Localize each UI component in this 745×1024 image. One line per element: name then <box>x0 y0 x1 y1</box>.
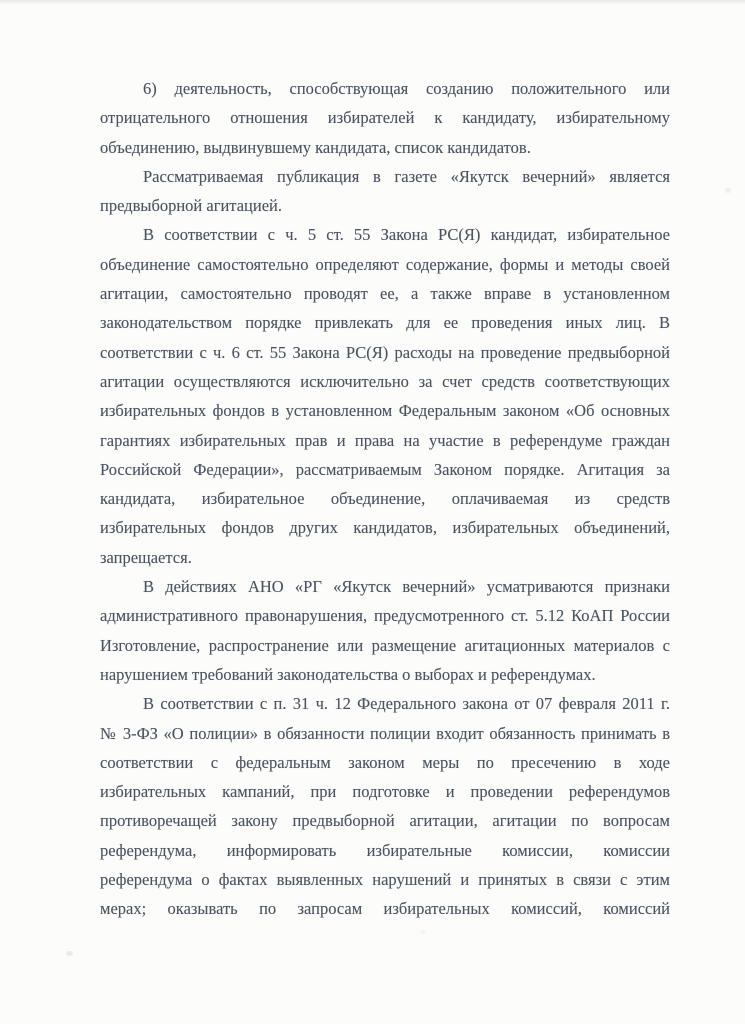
paragraph <box>100 162 670 221</box>
text-line: Рассматриваемая публикация в газете «Якутск вечерний» является <box>143 166 670 186</box>
text-line: Изготовление, распространение или размещение агитационных материалов с <box>100 635 670 655</box>
text-line: В соответствии с п. 31 ч. 12 Федерального закона от 07 февраля 2011 г. <box>143 694 670 714</box>
text-line: В действиях АНО «РГ «Якутск вечерний» усматриваются признаки <box>143 577 670 597</box>
text-line: предвыборной агитацией. <box>100 196 282 216</box>
scan-speck <box>420 930 426 934</box>
text-line: объединение самостоятельно определяют содержание, формы и методы своей <box>100 254 670 274</box>
text-line: агитации осуществляются исключительно за счет средств соответствующих <box>100 371 670 391</box>
text-line: нарушением требований законодательства о выборах и референдумах. <box>100 664 596 684</box>
text-line: № 3-ФЗ «О полиции» в обязанности полиции входит обязанность принимать в <box>100 723 670 743</box>
text-line: мерах; оказывать по запросам избирательных комиссий, комиссий <box>100 899 670 919</box>
text-line: кандидата, избирательное объединение, оплачиваемая из средств <box>100 489 670 509</box>
text-line: избирательных фондов других кандидатов, избирательных объединений, <box>100 518 670 538</box>
paragraph <box>100 689 670 923</box>
paragraph <box>100 220 670 572</box>
text-line: отрицательного отношения избирателей к кандидату, избирательному <box>100 108 670 128</box>
scan-speck <box>66 951 73 956</box>
text-line: 6) деятельность, способствующая созданию положительного или <box>143 79 670 98</box>
text-line: объединению, выдвинувшему кандидата, список кандидатов. <box>100 137 531 157</box>
text-line: референдума, информировать избирательные комиссии, комиссии <box>100 840 670 860</box>
paragraph <box>100 572 670 689</box>
text-line: Российской Федерации», рассматриваемым Законом порядке. Агитация за <box>100 459 670 479</box>
text-line: противоречащей закону предвыборной агитации, агитации по вопросам <box>100 811 670 831</box>
text-line: соответствии с ч. 6 ст. 55 Закона РС(Я) расходы на проведение предвыборной <box>100 342 670 362</box>
text-line: административного правонарушения, предусмотренного ст. 5.12 КоАП России <box>100 606 670 626</box>
document-text <box>100 74 670 924</box>
text-line: гарантиях избирательных прав и права на участие в референдуме граждан <box>100 430 670 450</box>
text-line: агитации, самостоятельно проводят ее, а также вправе в установленном <box>100 284 670 304</box>
scan-speck <box>725 188 731 193</box>
text-line: избирательных кампаний, при подготовке и проведении референдумов <box>100 782 670 802</box>
text-line: референдума о фактах выявленных нарушений и принятых в связи с этим <box>100 870 670 890</box>
scan-speck <box>103 300 108 304</box>
text-line: В соответствии с ч. 5 ст. 55 Закона РС(Я) кандидат, избирательное <box>143 225 670 245</box>
text-line: соответствии с федеральным законом меры по пресечению в ходе <box>100 752 670 772</box>
text-line: законодательством порядке привлекать для ее проведения иных лиц. В <box>100 313 670 333</box>
scan-edge-line <box>0 0 745 5</box>
text-line: запрещается. <box>100 547 192 567</box>
text-line: избирательных фондов в установленном Федеральным законом «Об основных <box>100 401 670 421</box>
paragraph <box>100 74 670 162</box>
